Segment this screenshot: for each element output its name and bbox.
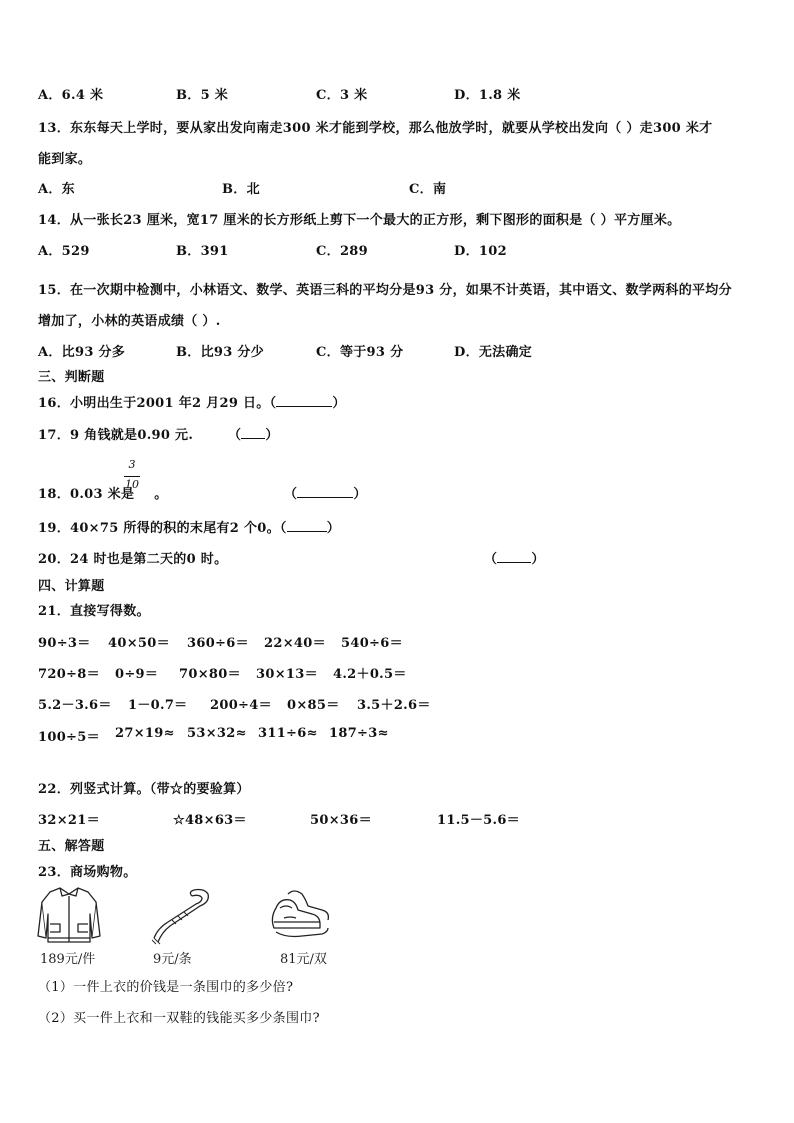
calc-item: 100÷5＝ xyxy=(38,730,100,745)
price-label: 81元/双 xyxy=(280,952,327,967)
paren: ） xyxy=(531,552,545,567)
fraction-bar xyxy=(124,476,140,477)
question-21-title: 21．直接写得数。 xyxy=(38,604,150,619)
calc-item: 1－0.7＝ xyxy=(128,698,188,713)
answer-blank[interactable] xyxy=(287,519,327,532)
shoes-image xyxy=(266,884,332,946)
question-text: 19．40×75 所得的积的末尾有2 个0。（ xyxy=(38,521,287,536)
question-17 xyxy=(38,424,193,443)
option-a: A．东 xyxy=(38,182,75,197)
answer-blank[interactable] xyxy=(241,426,265,439)
paren: ） xyxy=(326,521,341,536)
calc-item: 32×21＝ xyxy=(38,813,100,828)
answer-paren xyxy=(484,548,545,567)
option-d: D．1.8 米 xyxy=(454,88,521,103)
option-a: A．比93 分多 xyxy=(38,345,126,360)
option-b: B．391 xyxy=(176,244,229,259)
calc-item: 4.2＋0.5＝ xyxy=(333,667,407,682)
question-text: 20．24 时也是第二天的0 时。 xyxy=(38,552,228,567)
option-a: A．6.4 米 xyxy=(38,88,104,103)
question-14: 14．从一张长23 厘米，宽17 厘米的长方形纸上剪下一个最大的正方形，剩下图形的面积是（ ）平方厘米。 xyxy=(38,213,681,228)
question-text: 18．0.03 米是 xyxy=(38,487,135,502)
question-15-line1: 15．在一次期中检测中，小林语文、数学、英语三科的平均分是93 分，如果不计英语，其中语文、数学两科的平均分 xyxy=(38,283,732,298)
question-suffix: 。 xyxy=(154,487,168,502)
option-b: B．北 xyxy=(222,182,260,197)
sub-question-2: （2）买一件上衣和一双鞋的钱能买多少条围巾? xyxy=(38,1011,320,1026)
calc-item: 360÷6＝ xyxy=(187,636,249,651)
option-d: D．无法确定 xyxy=(454,345,533,360)
paren: ） xyxy=(353,487,367,502)
calc-item: 90÷3＝ xyxy=(38,636,91,651)
question-20 xyxy=(38,548,227,567)
calc-item: 22×40＝ xyxy=(264,636,326,651)
calc-item: 720÷8＝ xyxy=(38,667,100,682)
answer-paren xyxy=(284,483,367,502)
calc-item: 11.5－5.6＝ xyxy=(437,813,520,828)
question-23-title: 23．商场购物。 xyxy=(38,865,137,880)
fraction-numerator: 3 xyxy=(128,458,136,471)
answer-blank[interactable] xyxy=(497,550,531,563)
question-19 xyxy=(38,517,340,536)
price-label: 9元/条 xyxy=(153,952,192,967)
calc-item: 0×85＝ xyxy=(287,698,340,713)
calc-item: 70×80＝ xyxy=(179,667,241,682)
option-c: C．等于93 分 xyxy=(316,345,404,360)
section-heading: 四、计算题 xyxy=(38,579,105,594)
calc-item: 30×13＝ xyxy=(256,667,318,682)
paren: （ xyxy=(228,428,242,443)
paren: ） xyxy=(265,428,279,443)
answer-blank[interactable] xyxy=(276,394,332,407)
question-15-line2: 增加了，小林的英语成绩（ ）. xyxy=(38,314,221,329)
option-c: C．3 米 xyxy=(316,88,368,103)
option-b: B．5 米 xyxy=(176,88,229,103)
price-label: 189元/件 xyxy=(40,952,96,967)
calc-item: 53×32≈ xyxy=(187,726,247,741)
calc-item: 0÷9＝ xyxy=(115,667,159,682)
paren: ） xyxy=(332,396,346,411)
section-heading: 五、解答题 xyxy=(38,839,105,854)
calc-item: 200÷4＝ xyxy=(210,698,272,713)
fraction-denominator: 10 xyxy=(125,478,139,491)
option-c: C．南 xyxy=(409,182,447,197)
scarf-image xyxy=(148,884,214,946)
calc-item: 311÷6≈ xyxy=(258,726,318,741)
calc-item: 5.2－3.6＝ xyxy=(38,698,112,713)
question-16 xyxy=(38,392,346,411)
calc-item: 27×19≈ xyxy=(115,726,175,741)
section-heading: 三、判断题 xyxy=(38,370,105,385)
question-22-title: 22．列竖式计算。（带☆的要验算） xyxy=(38,782,250,797)
calc-item: 40×50＝ xyxy=(108,636,170,651)
sub-question-1: （1）一件上衣的价钱是一条围巾的多少倍? xyxy=(38,980,294,995)
calc-item: ☆48×63＝ xyxy=(173,813,247,828)
question-18 xyxy=(38,483,168,502)
question-text: 17．9 角钱就是0.90 元. xyxy=(38,428,194,443)
question-13-line1: 13．东东每天上学时，要从家出发向南走300 米才能到学校，那么他放学时，就要从学校出发向（ ）走300 米才 xyxy=(38,121,713,136)
calc-item: 50×36＝ xyxy=(310,813,372,828)
calc-item: 187÷3≈ xyxy=(329,726,389,741)
calc-item: 3.5＋2.6＝ xyxy=(357,698,431,713)
paren: （ xyxy=(484,552,498,567)
option-b: B．比93 分少 xyxy=(176,345,265,360)
option-c: C．289 xyxy=(316,244,368,259)
answer-paren xyxy=(228,424,279,443)
question-text: 16．小明出生于2001 年2 月29 日。（ xyxy=(38,396,277,411)
option-d: D．102 xyxy=(454,244,507,259)
paren: （ xyxy=(284,487,298,502)
option-a: A．529 xyxy=(38,244,90,259)
answer-blank[interactable] xyxy=(297,485,353,498)
calc-item: 540÷6＝ xyxy=(341,636,403,651)
jacket-image xyxy=(36,884,102,946)
question-13-line2: 能到家。 xyxy=(38,152,92,167)
